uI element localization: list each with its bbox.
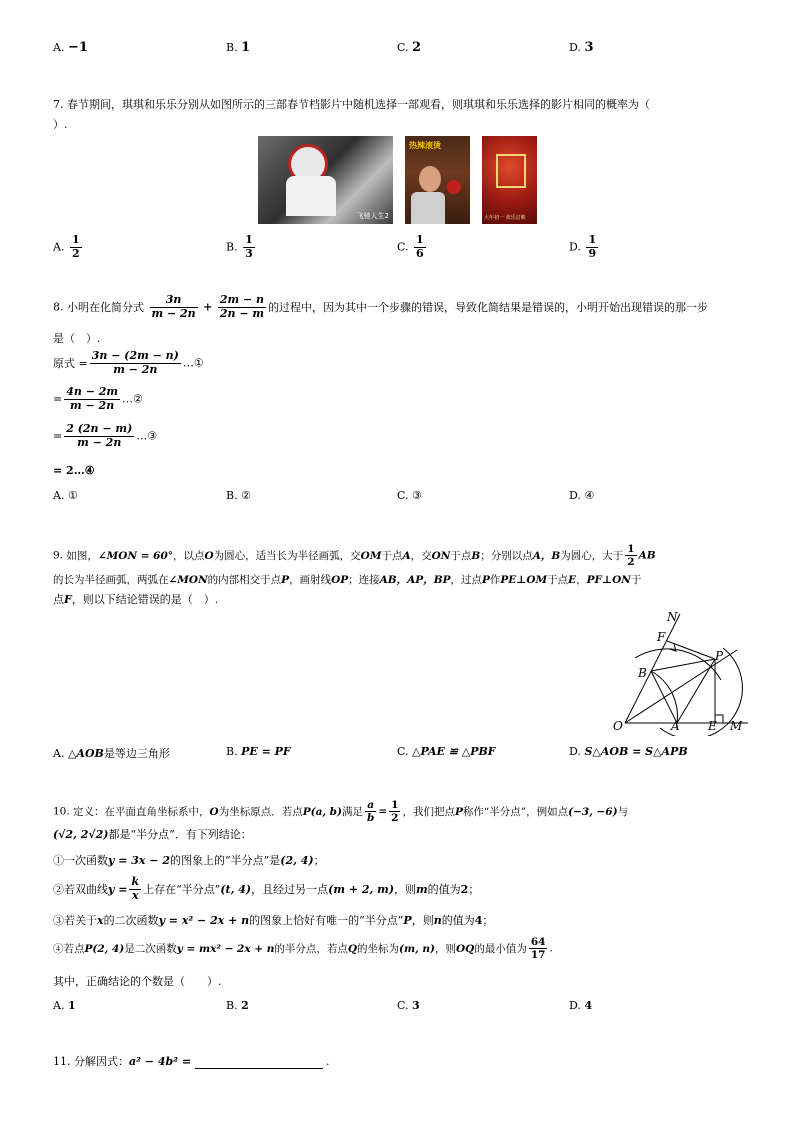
q10-option-d: D. 4 [569,999,593,1012]
q10-conclusion-2: ②若双曲线y = $\frac{k}{x}$ 上存在“半分点”(t, 4)，且经过另一点(m + 2, m)，则m的值为2； [53,875,480,902]
q10-conclusion-4: ④若点P(2, 4)是二次函数y = mx² − 2x + n的半分点，若点Q的坐标为(m, n)，则OQ的最小值为 $\frac{64}{17}$ . [53,936,553,962]
q6-option-a: A. −1 [53,40,88,55]
q9-line-3: 点F，则以下结论错误的是（ ）. [53,593,219,606]
movie-poster-3 [482,136,537,224]
q7-option-b: B. $\frac{1}{3}$ [226,233,253,260]
q9-line-2: 的长为半径画弧，两弧在∠MON的内部相交于点P，画射线OP；连接AB，AP，BP，过点P作PE⊥OM于点E，PF⊥ON于 [53,574,642,586]
label-n: N [667,610,678,624]
q11-stem: 11. 分解因式：a² − 4b² = . [53,1055,330,1068]
face-shape [419,166,441,192]
label-a: A [671,719,680,733]
label-o: O [613,719,623,733]
q7-option-a: A. $\frac{1}{2}$ [53,233,80,260]
body-shape [411,192,445,224]
right-angle-f [669,644,676,651]
q9-line-1: 9. 如图，∠MON = 60°，以点O为圆心，适当长为半径画弧，交OM于点A，交ON于点B；分别以点A，B为圆心，大于 $\frac{1}{2}$ AB [53,543,656,569]
q8-step-1: 原式 = $\frac{3n - (2m - n)}{m - 2n}$ …① [53,349,204,376]
segment-ab [651,671,677,723]
q8-option-d: D. ④ [569,489,595,502]
q8-step-4: = 2…④ [53,464,95,477]
q7-option-c: C. $\frac{1}{6}$ [397,233,424,260]
arc-from-b [635,649,721,680]
q11-answer-blank[interactable] [195,1056,323,1069]
label-p: P [715,649,724,663]
q10-conclusion-3: ③若关于x的二次函数y = x² − 2x + n的图象上恰好有唯一的“半分点”P，则n的值为4； [53,914,494,927]
poster-1-caption: 飞驰人生2 [356,212,389,220]
q8-stem-c: 是（ ）. [53,332,101,345]
q7-stem: 7. 春节期间，琪琪和乐乐分别从如图所示的三部春节档影片中随机选择一部观看，则琪琪和乐乐选择的影片相同的概率为（ [53,98,650,111]
q8-option-c: C. ③ [397,489,422,502]
q10-option-c: C. 3 [397,999,420,1012]
q6-option-b: B. 1 [226,40,251,55]
movie-poster-2 [405,136,470,224]
q8-option-a: A. ① [53,489,78,502]
ray-on [625,614,680,723]
q8-step-2: = $\frac{4n - 2m}{m - 2n}$ …② [53,385,143,412]
poster-2-title: 热辣滚烫 [409,141,441,150]
q10-option-b: B. 2 [226,999,249,1012]
q10-question-end: 其中，正确结论的个数是（ ）. [53,975,222,988]
poster-3-caption: 大年初一 欢乐启映 [484,215,526,221]
q8-option-b: B. ② [226,489,251,502]
q6-option-d: D. 3 [569,40,594,55]
movie-poster-1 [258,136,393,224]
boxing-glove-shape [447,180,461,194]
q10-line-1: 10. 定义：在平面直角坐标系中，O为坐标原点．若点P(a, b)满足 $\frac{a}{b}$ = $\frac{1}{2}$ ，我们把点P称作“半分点”，例如点(−3, −6)与 [53,799,629,825]
racing-suit-shape [286,176,336,216]
label-b: B [638,666,647,680]
q7-stem-end: ）. [53,118,68,131]
q10-conclusion-1: ①一次函数y = 3x − 2的图象上的“半分点”是(2, 4)； [53,854,325,867]
segment-bp [651,659,715,671]
q9-option-a: A. △AOB是等边三角形 [53,747,170,760]
q10-option-a: A. 1 [53,999,76,1012]
q9-option-b: B. PE = PF [226,745,291,758]
q10-line-2: (√2, 2√2)都是“半分点”．有下列结论： [53,828,252,841]
poster-3-emblem [496,154,526,188]
q8-step-3: = $\frac{2 (2n - m)}{m - 2n}$ …③ [53,422,158,449]
q9-option-d: D. S△AOB = S△APB [569,745,688,758]
q9-geometry-figure [605,608,755,736]
label-e: E [708,719,717,733]
q6-option-c: C. 2 [397,40,422,55]
label-m: M [730,719,743,733]
q9-option-c: C. △PAE ≌ △PBF [397,745,496,758]
segment-ap [677,659,715,723]
q7-option-d: D. $\frac{1}{9}$ [569,233,597,260]
q8-stem: 8. 小明在化简分式 $\frac{3n}{m - 2n}$ + $\frac{2m - n}{2n - m}$ 的过程中，因为其中一个步骤的错误，导致化简结果是错误的，小明开始出现错误的那一步 [53,293,709,320]
label-f: F [657,630,666,644]
